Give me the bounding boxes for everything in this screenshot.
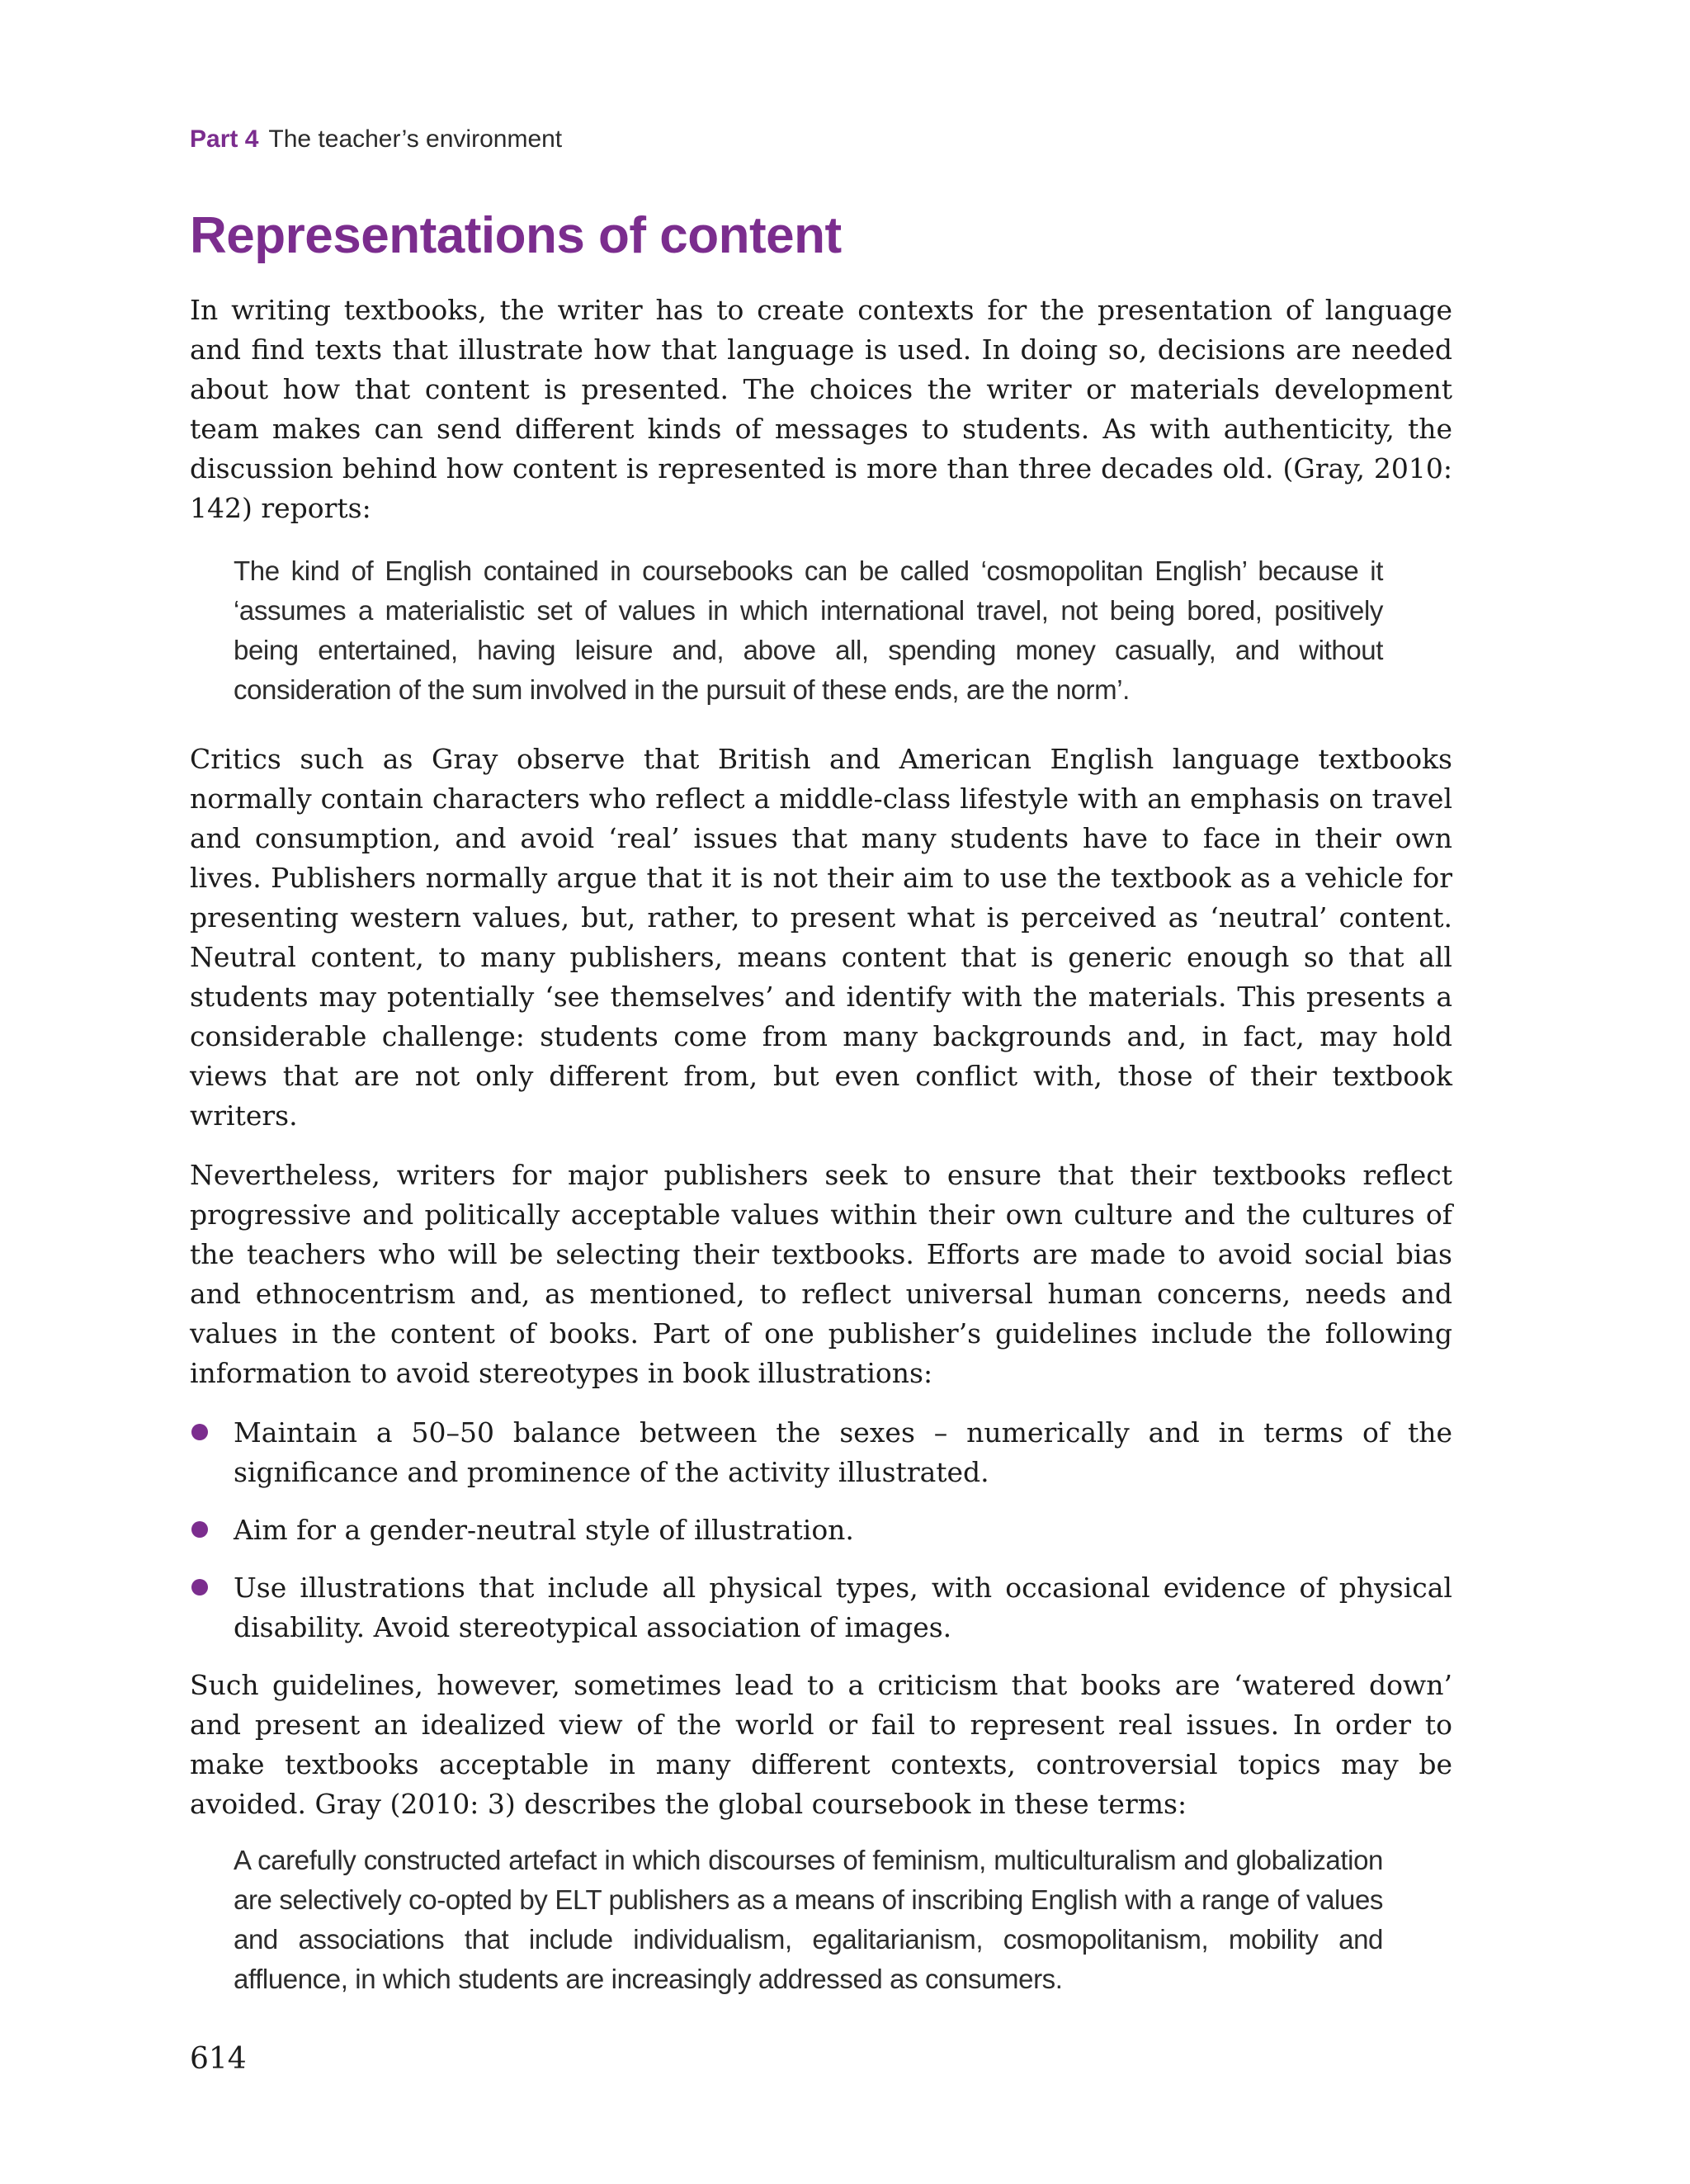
bullet-dot-icon xyxy=(191,1521,208,1538)
page-number: 614 xyxy=(190,2042,247,2076)
bullet-dot-icon xyxy=(191,1424,208,1440)
part-title: The teacher’s environment xyxy=(268,125,563,153)
list-item-text: Maintain a 50–50 balance between the sexes – numerically and in terms of the significance and prominence of the activity illustrated. xyxy=(234,1416,1452,1488)
section-title: Representations of content xyxy=(190,207,842,264)
bullet-dot-icon xyxy=(191,1579,208,1595)
running-header xyxy=(190,125,562,154)
paragraph-intro: In writing textbooks, the writer has to create contexts for the presentation of language and find texts that illustrate how that language is used. In doing so, decisions are needed about how that content is presented. The choices the writer or materials development team makes can send different kinds of messages to students. As with authenticity, the discussion behind how content is represented is more than three decades old. (Gray, 2010: 142) reports: xyxy=(190,294,1452,524)
block-quote-cosmopolitan: The kind of English contained in coursebooks can be called ‘cosmopolitan English’ because it ‘assumes a materialistic set of values in which international travel, not being bored, positively being entertained, having leisure and, above all, spending money casually, and without consideration of the sum involved in the pursuit of these ends, are the norm’. xyxy=(234,555,1383,705)
part-label: Part 4 xyxy=(190,125,259,153)
block-quote-global-coursebook: A carefully constructed artefact in which discourses of feminism, multiculturalism and globalization are selectively co-opted by ELT publishers as a means of inscribing English with a range of values and associations that include individualism, egalitarianism, cosmopolitanism, mobility and affluence, in which students are increasingly addressed as consumers. xyxy=(234,1845,1383,1994)
paragraph-critics: Critics such as Gray observe that British and American English language textbooks normally contain characters who reflect a middle-class lifestyle with an emphasis on travel and consumption, and avoid ‘real’ issues that many students have to face in their own lives. Publishers normally argue that it is not their aim to use the textbook as a vehicle for presenting western values, but, rather, to present what is perceived as ‘neutral’ content. Neutral content, to many publishers, means content that is generic enough so that all students may potentially ‘see themselves’ and identify with the materials. This presents a considerable challenge: students come from many backgrounds and, in fact, may hold views that are not only different from, but even conflict with, those of their textbook writers. xyxy=(190,743,1452,1132)
list-item xyxy=(190,1510,1452,1550)
list-item-text: Use illustrations that include all physical types, with occasional evidence of physical disability. Avoid stereotypical association of images. xyxy=(234,1572,1452,1643)
list-item-text: Aim for a gender-neutral style of illustration. xyxy=(234,1514,854,1546)
paragraph-nevertheless: Nevertheless, writers for major publishers seek to ensure that their textbooks reflect progressive and politically acceptable values within their own culture and the cultures of the teachers who will be selecting their textbooks. Efforts are made to avoid social bias and ethnocentrism and, as mentioned, to reflect universal human concerns, needs and values in the content of books. Part of one publisher’s guidelines include the following information to avoid stereotypes in book illustrations: xyxy=(190,1159,1452,1389)
list-item xyxy=(190,1568,1452,1647)
guidelines-list xyxy=(190,1413,1452,1666)
list-item xyxy=(190,1413,1452,1492)
paragraph-guidelines-criticism: Such guidelines, however, sometimes lead to a criticism that books are ‘watered down’ and present an idealized view of the world or fail to represent real issues. In order to make textbooks acceptable in many different contexts, controversial topics may be avoided. Gray (2010: 3) describes the global coursebook in these terms: xyxy=(190,1669,1452,1820)
